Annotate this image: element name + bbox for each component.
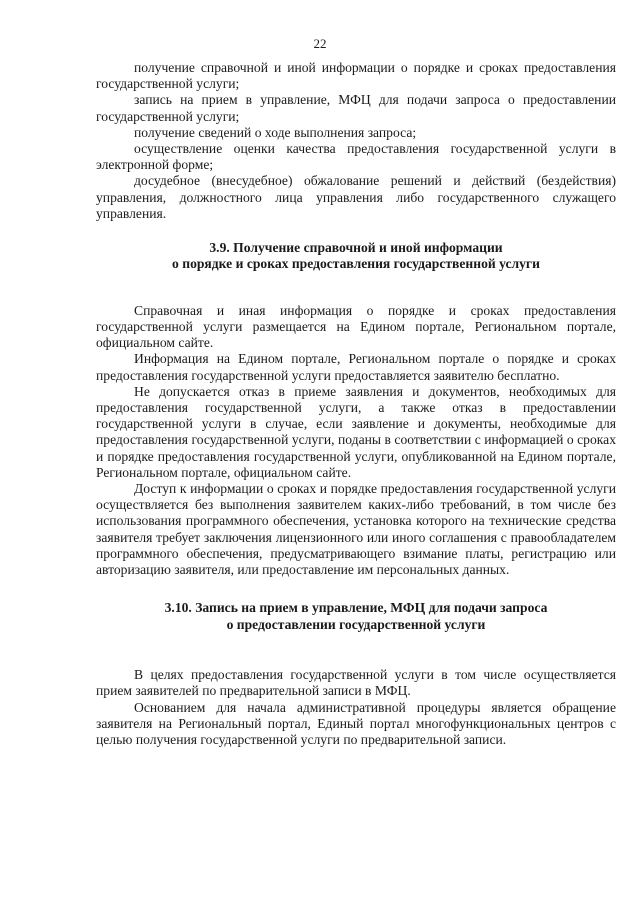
section-3-10-paragraph: Основанием для начала административной процедуры является обращение заявителя на Региональный портал, Единый портал многофункциональных центров с целью получения государственной услуги по предварительной записи. — [96, 699, 616, 747]
intro-item: получение сведений о ходе выполнения запроса; — [134, 124, 417, 140]
intro-item: запись на прием в управление, МФЦ для подачи запроса о предоставлении государственной услуги; — [96, 92, 616, 124]
section-3-10-heading — [96, 600, 616, 633]
intro-item: получение справочной и иной информации о порядке и сроках предоставления государственной услуги; — [96, 60, 616, 92]
section-3-9-paragraph: Доступ к информации о сроках и порядке предоставления государственной услуги осуществляется без выполнения заявителем каких-либо требований, в том числе без использования программного обеспечения, установка которого на технические средства заявителя требует заключения лицензионного или иного соглашения с правообладателем программного обеспечения, предусматривающего взимание платы, регистрацию или авторизацию заявителя, или предоставление им персональных данных. — [96, 481, 616, 578]
intro-item: осуществление оценки качества предоставления государственной услуги в электронной форме; — [96, 141, 616, 173]
section-3-9-paragraph: Справочная и иная информация о порядке и сроках предоставления государственной услуги размещается на Едином портале, Региональном портале, официальном сайте. — [96, 302, 616, 351]
section-3-9-title-line1: 3.9. Получение справочной и иной информации — [209, 240, 503, 256]
section-3-9-paragraph: Не допускается отказ в приеме заявления и документов, необходимых для предоставления государственной услуги, а также отказ в предоставлении государственной услуги в случае, если заявление и документы, необходимые для предоставления государственной услуги, поданы в соответствии с информацией о сроках и порядке предоставления государственной услуги, опубликованной на Едином портале, Региональном портале, официальном сайте. — [96, 383, 616, 480]
document-body — [96, 60, 616, 748]
section-3-9-title-line2: о порядке и сроках предоставления государственной услуги — [172, 256, 540, 272]
page-number: 22 — [313, 36, 327, 51]
section-3-9-paragraph: Информация на Едином портале, Региональном портале о порядке и сроках предоставления государственной услуги предоставляется заявителю бесплатно. — [96, 351, 616, 383]
section-3-10-paragraph: В целях предоставления государственной услуги в том числе осуществляется прием заявителей по предварительной записи в МФЦ. — [96, 667, 616, 699]
section-3-10-title-line2: о предоставлении государственной услуги — [226, 616, 486, 632]
section-3-9-heading — [96, 240, 616, 273]
intro-item: досудебное (внесудебное) обжалование решений и действий (бездействия) управления, должностного лица управления либо государственного служащего управления. — [96, 173, 616, 221]
section-3-10-title-line1: 3.10. Запись на прием в управление, МФЦ для подачи запроса — [164, 600, 548, 616]
